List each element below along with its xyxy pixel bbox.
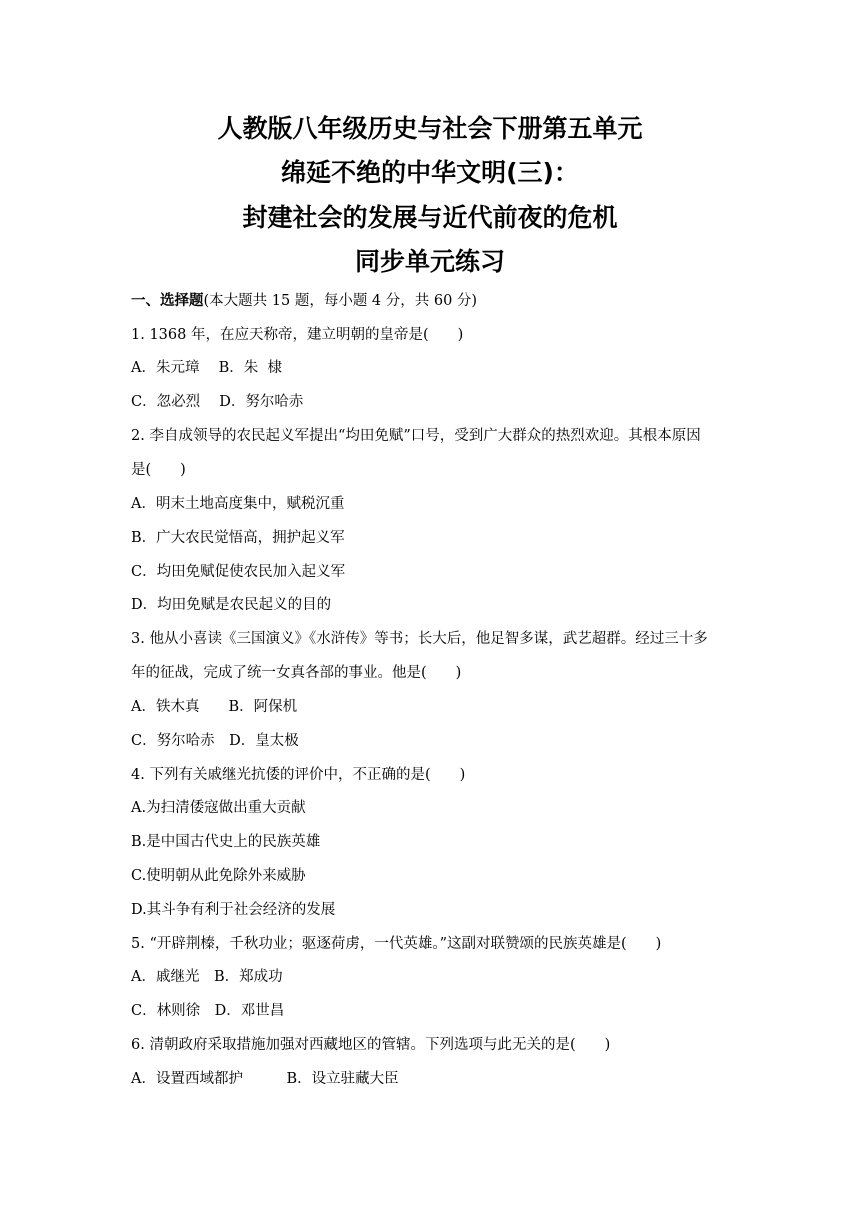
question-5-options-ab: A．戚继光 B．郑成功 <box>131 969 283 985</box>
title-line-4: 同步单元练习 <box>354 247 505 276</box>
question-1-options-cd: C．忽必烈 D．努尔哈赤 <box>131 394 304 410</box>
question-2-option-c: C．均田免赋促使农民加入起义军 <box>131 564 346 580</box>
question-4-option-d: D.其斗争有利于社会经济的发展 <box>131 902 336 918</box>
question-3-options-ab: A．铁木真 B．阿保机 <box>131 699 298 715</box>
section-heading <box>131 291 477 311</box>
question-5-stem: 5. “开辟荆榛，千秋功业；驱逐荷虏，一代英雄。”这副对联赞颂的民族英雄是( ) <box>131 936 662 952</box>
question-6-stem: 6. 清朝政府采取措施加强对西藏地区的管辖。下列选项与此无关的是( ) <box>131 1037 611 1053</box>
question-1-options-ab: A．朱元璋 B．朱 棣 <box>131 360 282 376</box>
question-2-stem-continued: 是( ) <box>131 462 186 478</box>
question-3-stem-continued: 年的征战，完成了统一女真各部的事业。他是( ) <box>131 665 462 681</box>
question-6-options-ab: A．设置西域都护 B．设立驻藏大臣 <box>131 1071 399 1087</box>
question-4-option-c: C.使明朝从此免除外来威胁 <box>131 868 306 884</box>
title-line-1: 人教版八年级历史与社会下册第五单元 <box>217 114 643 143</box>
title-line-2: 绵延不绝的中华文明(三)： <box>281 158 579 187</box>
question-2-option-b: B．广大农民觉悟高，拥护起义军 <box>131 530 345 546</box>
question-4-option-b: B.是中国古代史上的民族英雄 <box>131 834 321 850</box>
question-4-option-a: A.为扫清倭寇做出重大贡献 <box>131 800 306 816</box>
question-3-options-cd: C．努尔哈赤 D．皇太极 <box>131 733 299 749</box>
question-4-stem: 4. 下列有关戚继光抗倭的评价中，不正确的是( ) <box>131 767 466 783</box>
question-2-option-a: A．明末土地高度集中，赋税沉重 <box>131 496 345 512</box>
question-2-option-d: D．均田免赋是农民起义的目的 <box>131 597 332 613</box>
question-5-options-cd: C．林则徐 D．邓世昌 <box>131 1003 285 1019</box>
question-1-stem: 1. 1368 年，在应天称帝，建立明朝的皇帝是( ) <box>131 327 464 343</box>
question-3-stem: 3. 他从小喜读《三国演义》《水浒传》等书；长大后，他足智多谋，武艺超群。经过三十多 <box>131 631 708 647</box>
section-heading-label: 一、选择题 <box>131 293 204 309</box>
title-line-3: 封建社会的发展与近代前夜的危机 <box>242 203 618 232</box>
question-2-stem: 2. 李自成领导的农民起义军提出“均田免赋”口号，受到广大群众的热烈欢迎。其根本原因 <box>131 428 701 444</box>
section-heading-note: (本大题共 15 题，每小题 4 分，共 60 分) <box>203 293 478 309</box>
